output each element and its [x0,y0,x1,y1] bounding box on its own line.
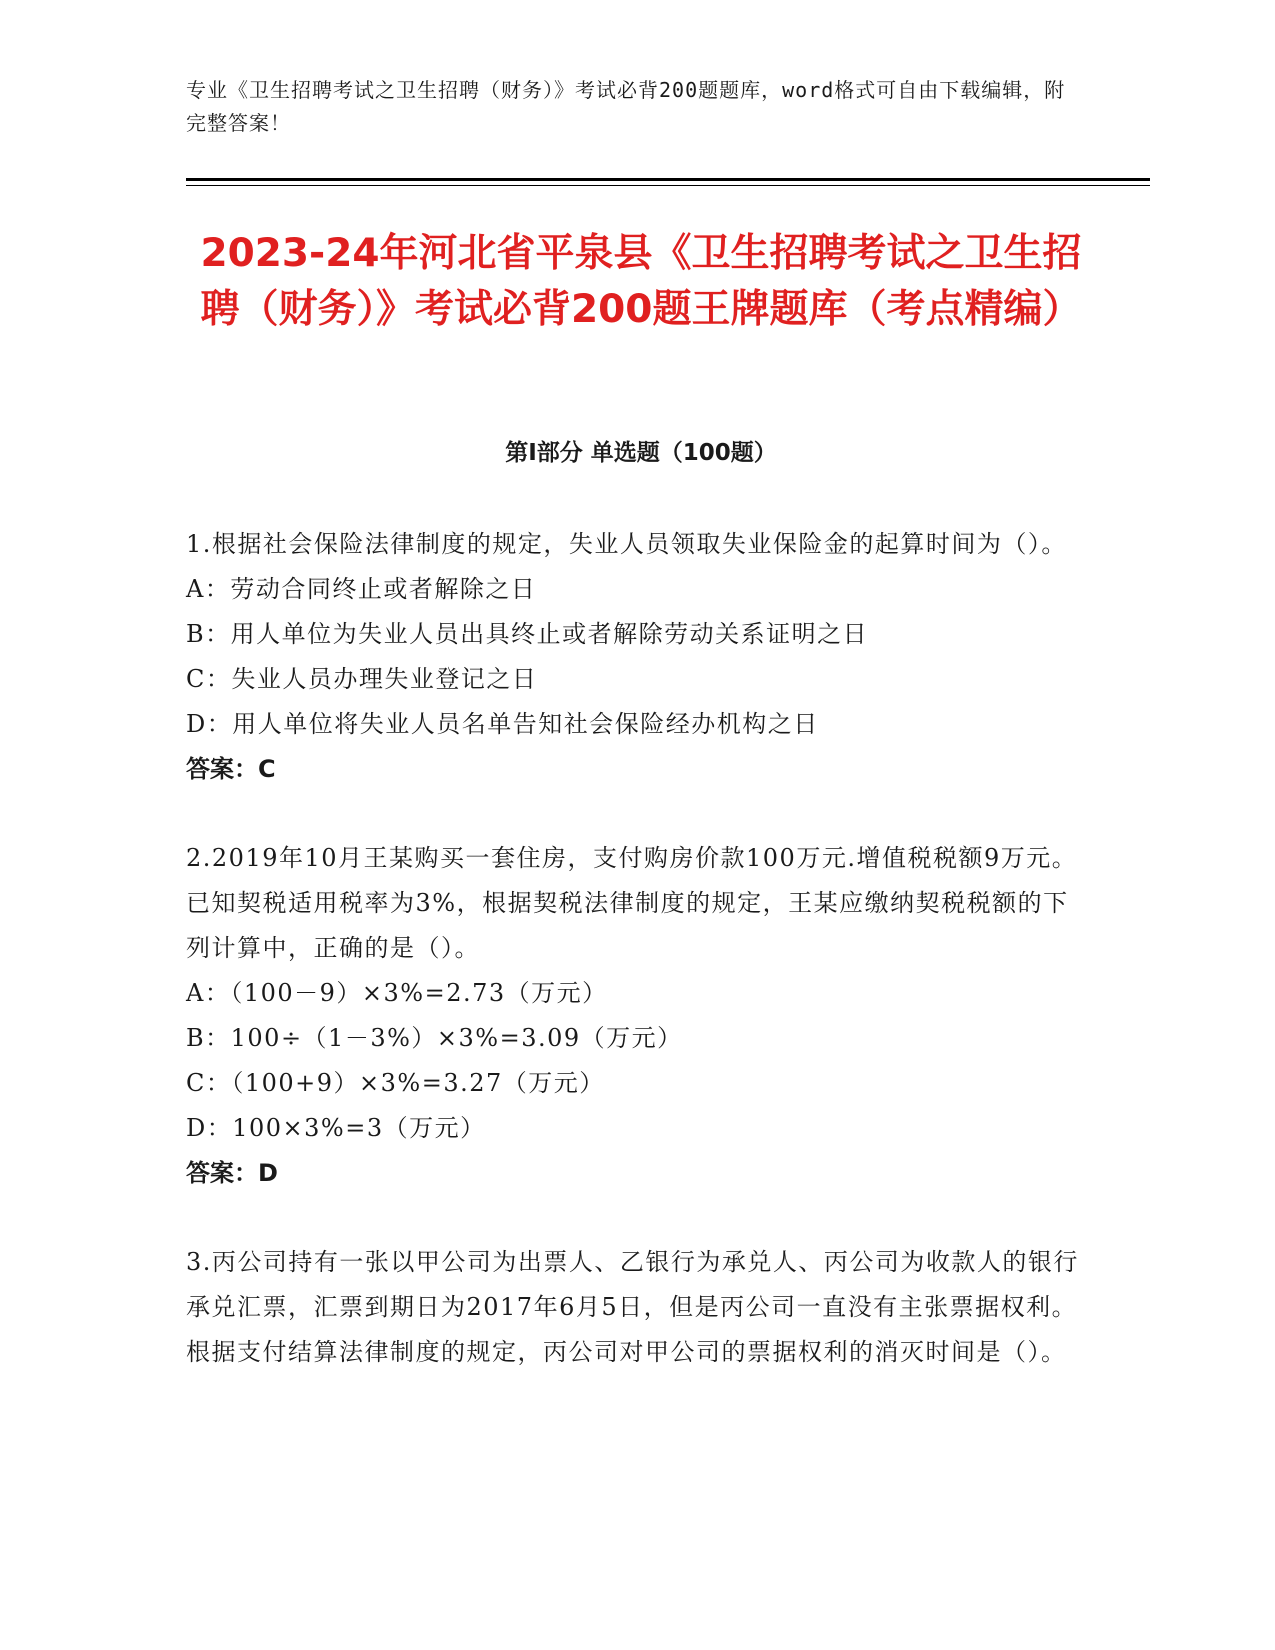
header-rule-thick [186,178,1150,181]
header-rule-thin [186,185,1150,186]
section-title: 第I部分 单选题（100题） [505,440,777,466]
question-text: 3.丙公司持有一张以甲公司为出票人、乙银行为承兑人、丙公司为收款人的银行承兑汇票，汇票到期日为2017年6月5日，但是丙公司一直没有主张票据权利。根据支付结算法律制度的规定，丙公司对甲公司的票据权利的消灭时间是（）。 [186,1248,1079,1366]
answer: 答案：C [186,755,276,783]
option-a: A：劳动合同终止或者解除之日 [186,575,537,603]
document-title: 2023-24年河北省平泉县《卫生招聘考试之卫生招聘（财务）》考试必背200题王牌题库（考点精编） [200,231,1082,332]
question-text: 1.根据社会保险法律制度的规定，失业人员领取失业保险金的起算时间为（）。 [186,530,1067,558]
option-b: B：100÷（1－3%）×3%=3.09（万元） [186,1024,683,1052]
question-1 [186,522,1086,792]
option-c: C：失业人员办理失业登记之日 [186,665,538,693]
question-2 [186,836,1086,1196]
option-d: D：100×3%=3（万元） [186,1114,486,1142]
header-note: 专业《卫生招聘考试之卫生招聘（财务）》考试必背200题题库，word格式可自由下载编辑，附完整答案！ [186,78,1066,135]
question-list [186,522,1086,1419]
question-text: 2.2019年10月王某购买一套住房，支付购房价款100万元.增值税税额9万元。已知契税适用税率为3%，根据契税法律制度的规定，王某应缴纳契税税额的下列计算中，正确的是（）。 [186,844,1078,962]
option-b: B：用人单位为失业人员出具终止或者解除劳动关系证明之日 [186,620,869,648]
option-d: D：用人单位将失业人员名单告知社会保险经办机构之日 [186,710,819,738]
question-3 [186,1240,1086,1375]
option-c: C：（100+9）×3%=3.27（万元） [186,1069,605,1097]
answer: 答案：D [186,1159,278,1187]
option-a: A：（100－9）×3%=2.73（万元） [186,979,608,1007]
